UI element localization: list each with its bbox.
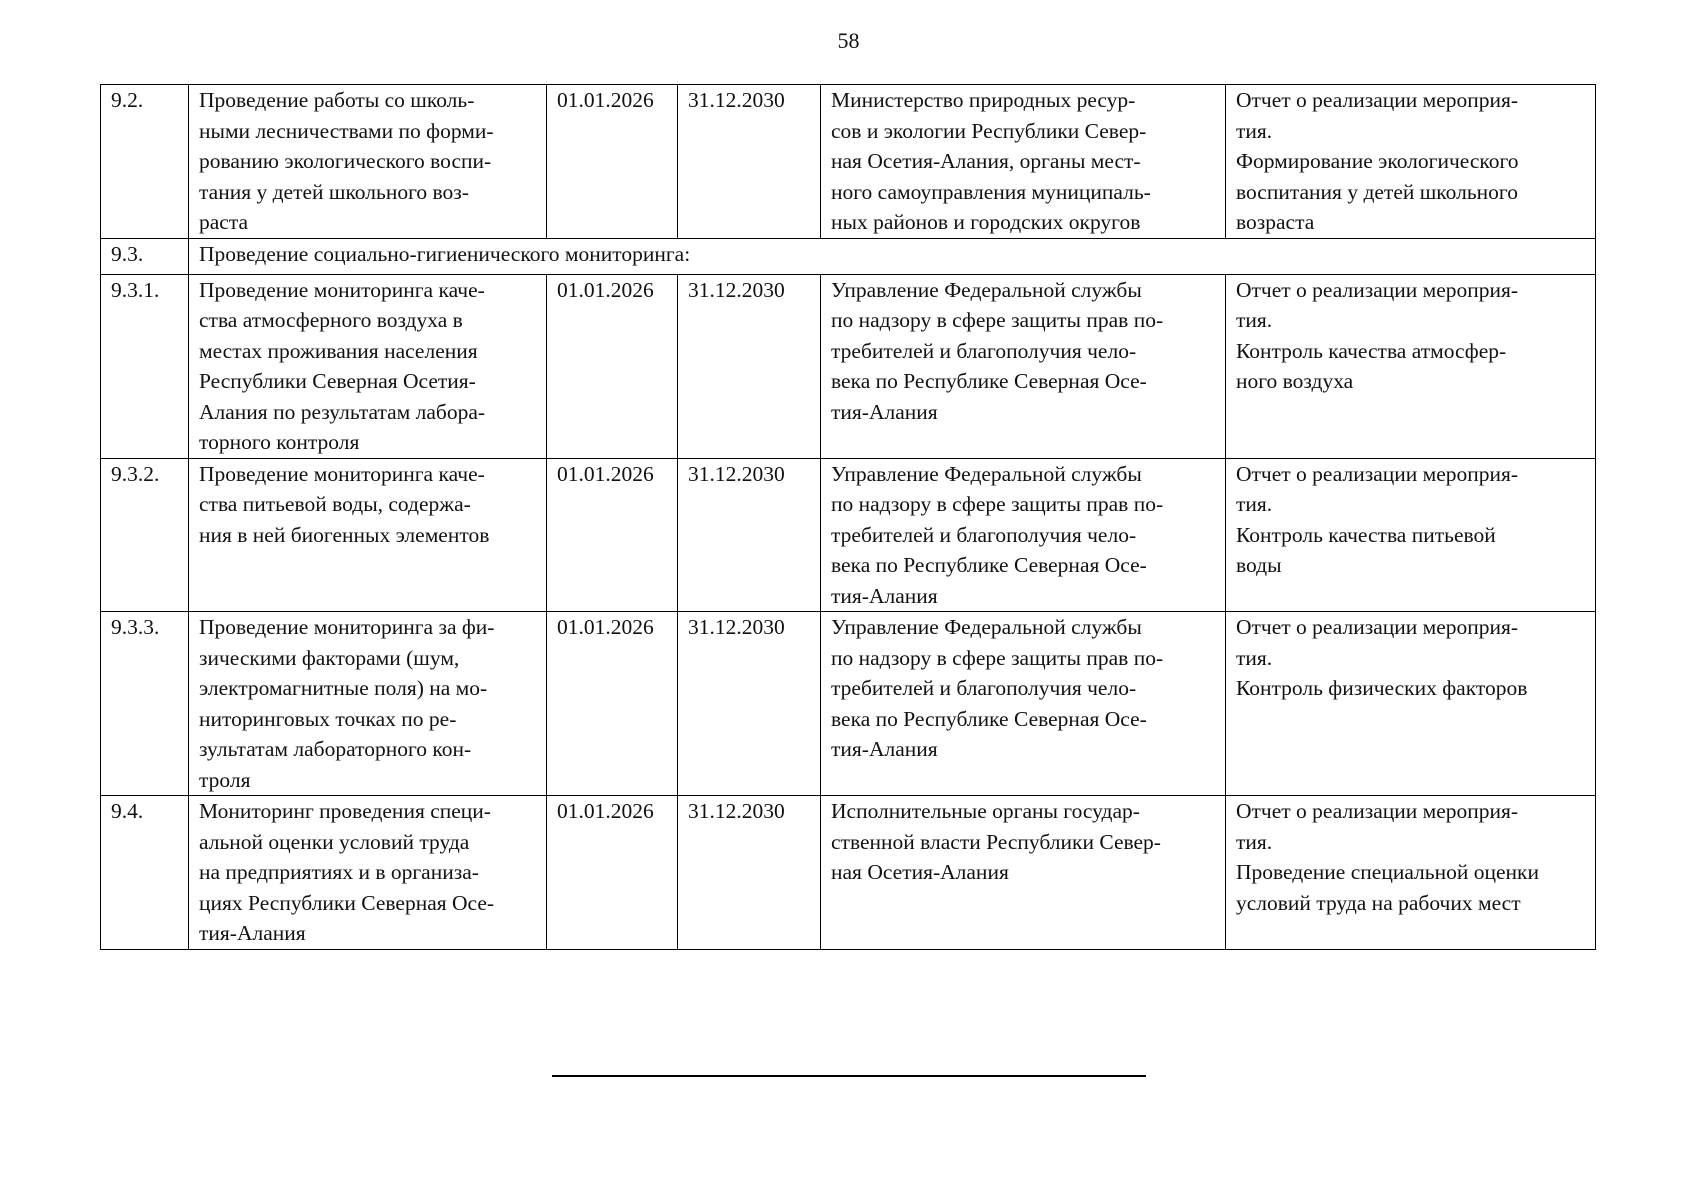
start-date: 01.01.2026 bbox=[547, 796, 678, 950]
measure-name: Проведение мониторинга каче- ства атмосферного воздуха в местах проживания населения Республики Северная Осетия- Алания по результатам лабора- торного контроля bbox=[189, 274, 547, 458]
end-date: 31.12.2030 bbox=[678, 612, 821, 796]
measures-table bbox=[100, 84, 1596, 950]
end-of-document-rule bbox=[552, 1075, 1146, 1077]
executor: Министерство природных ресур- сов и экологии Республики Север- ная Осетия-Алания, органы мест- ного самоуправления муниципаль- ных районов и городских округов bbox=[821, 85, 1226, 239]
end-date: 31.12.2030 bbox=[678, 458, 821, 612]
measure-name: Проведение мониторинга за фи- зическими факторами (шум, электромагнитные поля) на мо- ниторинговых точках по ре- зультатам лабораторного кон- троля bbox=[189, 612, 547, 796]
measure-name: Проведение мониторинга каче- ства питьевой воды, содержа- ния в ней биогенных элементов bbox=[189, 458, 547, 612]
table-row bbox=[101, 458, 1596, 612]
item-number: 9.4. bbox=[101, 796, 189, 950]
expected-result: Отчет о реализации мероприя- тия. Контроль качества атмосфер- ного воздуха bbox=[1226, 274, 1596, 458]
table-row bbox=[101, 612, 1596, 796]
executor: Исполнительные органы государ- ственной власти Республики Север- ная Осетия-Алания bbox=[821, 796, 1226, 950]
end-date: 31.12.2030 bbox=[678, 796, 821, 950]
measure-name: Мониторинг проведения специ- альной оценки условий труда на предприятиях и в организа- циях Республики Северная Осе- тия-Алания bbox=[189, 796, 547, 950]
executor: Управление Федеральной службы по надзору в сфере защиты прав по- требителей и благополучия чело- века по Республике Северная Осе- тия-Алания bbox=[821, 612, 1226, 796]
expected-result: Отчет о реализации мероприя- тия. Контроль физических факторов bbox=[1226, 612, 1596, 796]
item-number: 9.2. bbox=[101, 85, 189, 239]
item-number: 9.3.2. bbox=[101, 458, 189, 612]
page-number: 58 bbox=[837, 28, 860, 53]
executor: Управление Федеральной службы по надзору в сфере защиты прав по- требителей и благополучия чело- века по Республике Северная Осе- тия-Алания bbox=[821, 458, 1226, 612]
item-number: 9.3.3. bbox=[101, 612, 189, 796]
end-date: 31.12.2030 bbox=[678, 85, 821, 239]
table-row bbox=[101, 274, 1596, 458]
expected-result: Отчет о реализации мероприя- тия. Формирование экологического воспитания у детей школьного возраста bbox=[1226, 85, 1596, 239]
expected-result: Отчет о реализации мероприя- тия. Проведение специальной оценки условий труда на рабочих мест bbox=[1226, 796, 1596, 950]
expected-result: Отчет о реализации мероприя- тия. Контроль качества питьевой воды bbox=[1226, 458, 1596, 612]
start-date: 01.01.2026 bbox=[547, 85, 678, 239]
measure-name: Проведение работы со школь- ными лесничествами по форми- рованию экологического воспи- тания у детей школьного воз- раста bbox=[189, 85, 547, 239]
executor: Управление Федеральной службы по надзору в сфере защиты прав по- требителей и благополучия чело- века по Республике Северная Осе- тия-Алания bbox=[821, 274, 1226, 458]
section-row bbox=[101, 238, 1596, 274]
table-row bbox=[101, 796, 1596, 950]
section-title: Проведение социально-гигиенического мониторинга: bbox=[189, 238, 1596, 274]
start-date: 01.01.2026 bbox=[547, 458, 678, 612]
end-date: 31.12.2030 bbox=[678, 274, 821, 458]
start-date: 01.01.2026 bbox=[547, 274, 678, 458]
start-date: 01.01.2026 bbox=[547, 612, 678, 796]
table-row bbox=[101, 85, 1596, 239]
item-number: 9.3. bbox=[101, 238, 189, 274]
item-number: 9.3.1. bbox=[101, 274, 189, 458]
